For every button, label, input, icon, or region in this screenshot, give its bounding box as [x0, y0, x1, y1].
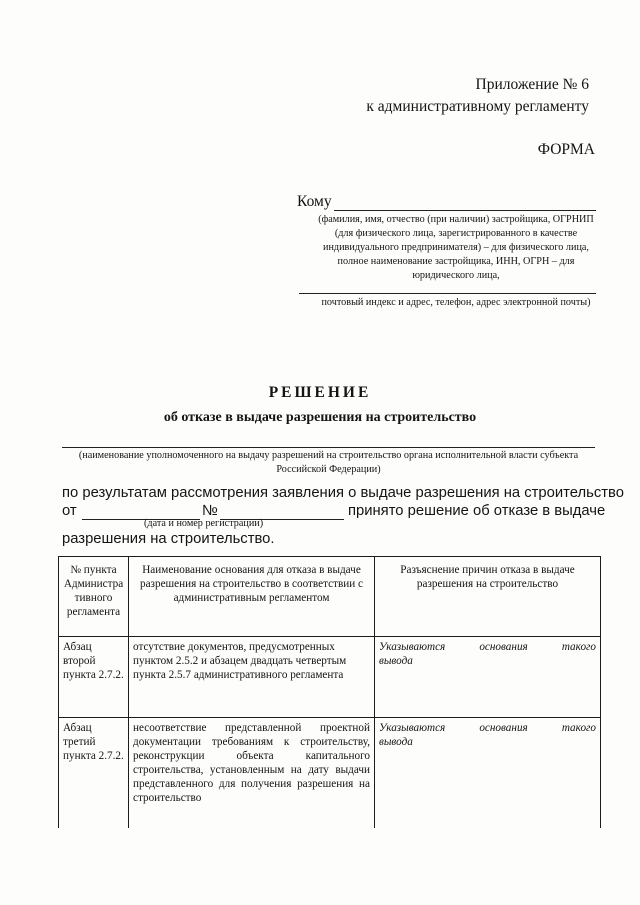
recipient-hint: (фамилия, имя, отчество (при наличии) застройщика, ОГРНИП (для физического лица, зарегистрированного в качестве индивидуального предпринимателя) – для физического лица, полное наименование застройщика, ИНН, ОГРН – для юридического лица, — [318, 214, 594, 281]
row-explanation: Указываются основания такого вывода — [375, 637, 601, 718]
authority-hint: (наименование уполномоченного на выдачу разрешений на строительство органа исполнительной власти субъекта Российской Федерации) — [78, 450, 579, 475]
recipient-label: Кому — [297, 193, 332, 210]
appendix-number: Приложение № 6 — [475, 76, 589, 93]
refusal-grounds-table — [58, 556, 601, 828]
table-header-row — [59, 557, 601, 637]
address-hint: почтовый индекс и адрес, телефон, адрес электронной почты) — [321, 297, 591, 308]
header-item-number: № пункта Администра тивного регламента — [59, 557, 129, 637]
recipient-fill-line — [334, 210, 596, 211]
appendix-regulation: к административному регламенту — [366, 98, 589, 115]
decision-text-number-sign: № — [202, 503, 218, 519]
header-ground-name: Наименование основания для отказа в выдаче разрешения на строительство в соответствии с административным регламентом — [129, 557, 375, 637]
address-fill-line — [299, 293, 596, 294]
row-item-number: Абзац третий пункта 2.7.2. — [59, 718, 129, 829]
decision-text-from: от — [62, 503, 77, 519]
appendix-reference — [366, 74, 589, 118]
row-ground-name: отсутствие документов, предусмотренных пунктом 2.5.2 и абзацем двадцать четвертым пункта 2.5.7 административного регламента — [129, 637, 375, 718]
decision-text-line3: разрешения на строительство. — [62, 531, 275, 547]
decision-text-line2-rest: принято решение об отказе в выдаче — [348, 503, 606, 519]
decision-text-line1: по результатам рассмотрения заявления о выдаче разрешения на строительство — [62, 485, 624, 501]
table-row — [59, 718, 601, 829]
decision-title: РЕШЕНИЕ — [268, 384, 372, 401]
date-number-hint: (дата и номер регистрации) — [144, 518, 264, 529]
row-ground-name: несоответствие представленной проектной документации требованиям к строительству, реконструкции объекта капитального строительства, установленным на дату выдачи представленного для получения разрешения на строительство — [129, 718, 375, 829]
header-explanation: Разъяснение причин отказа в выдаче разрешения на строительство — [375, 557, 601, 637]
form-label: ФОРМА — [537, 141, 595, 158]
table-row — [59, 637, 601, 718]
row-item-number: Абзац второй пункта 2.7.2. — [59, 637, 129, 718]
row-explanation: Указываются основания такого вывода — [375, 718, 601, 829]
authority-fill-line — [62, 447, 595, 448]
decision-subtitle: об отказе в выдаче разрешения на строительство — [163, 410, 477, 425]
